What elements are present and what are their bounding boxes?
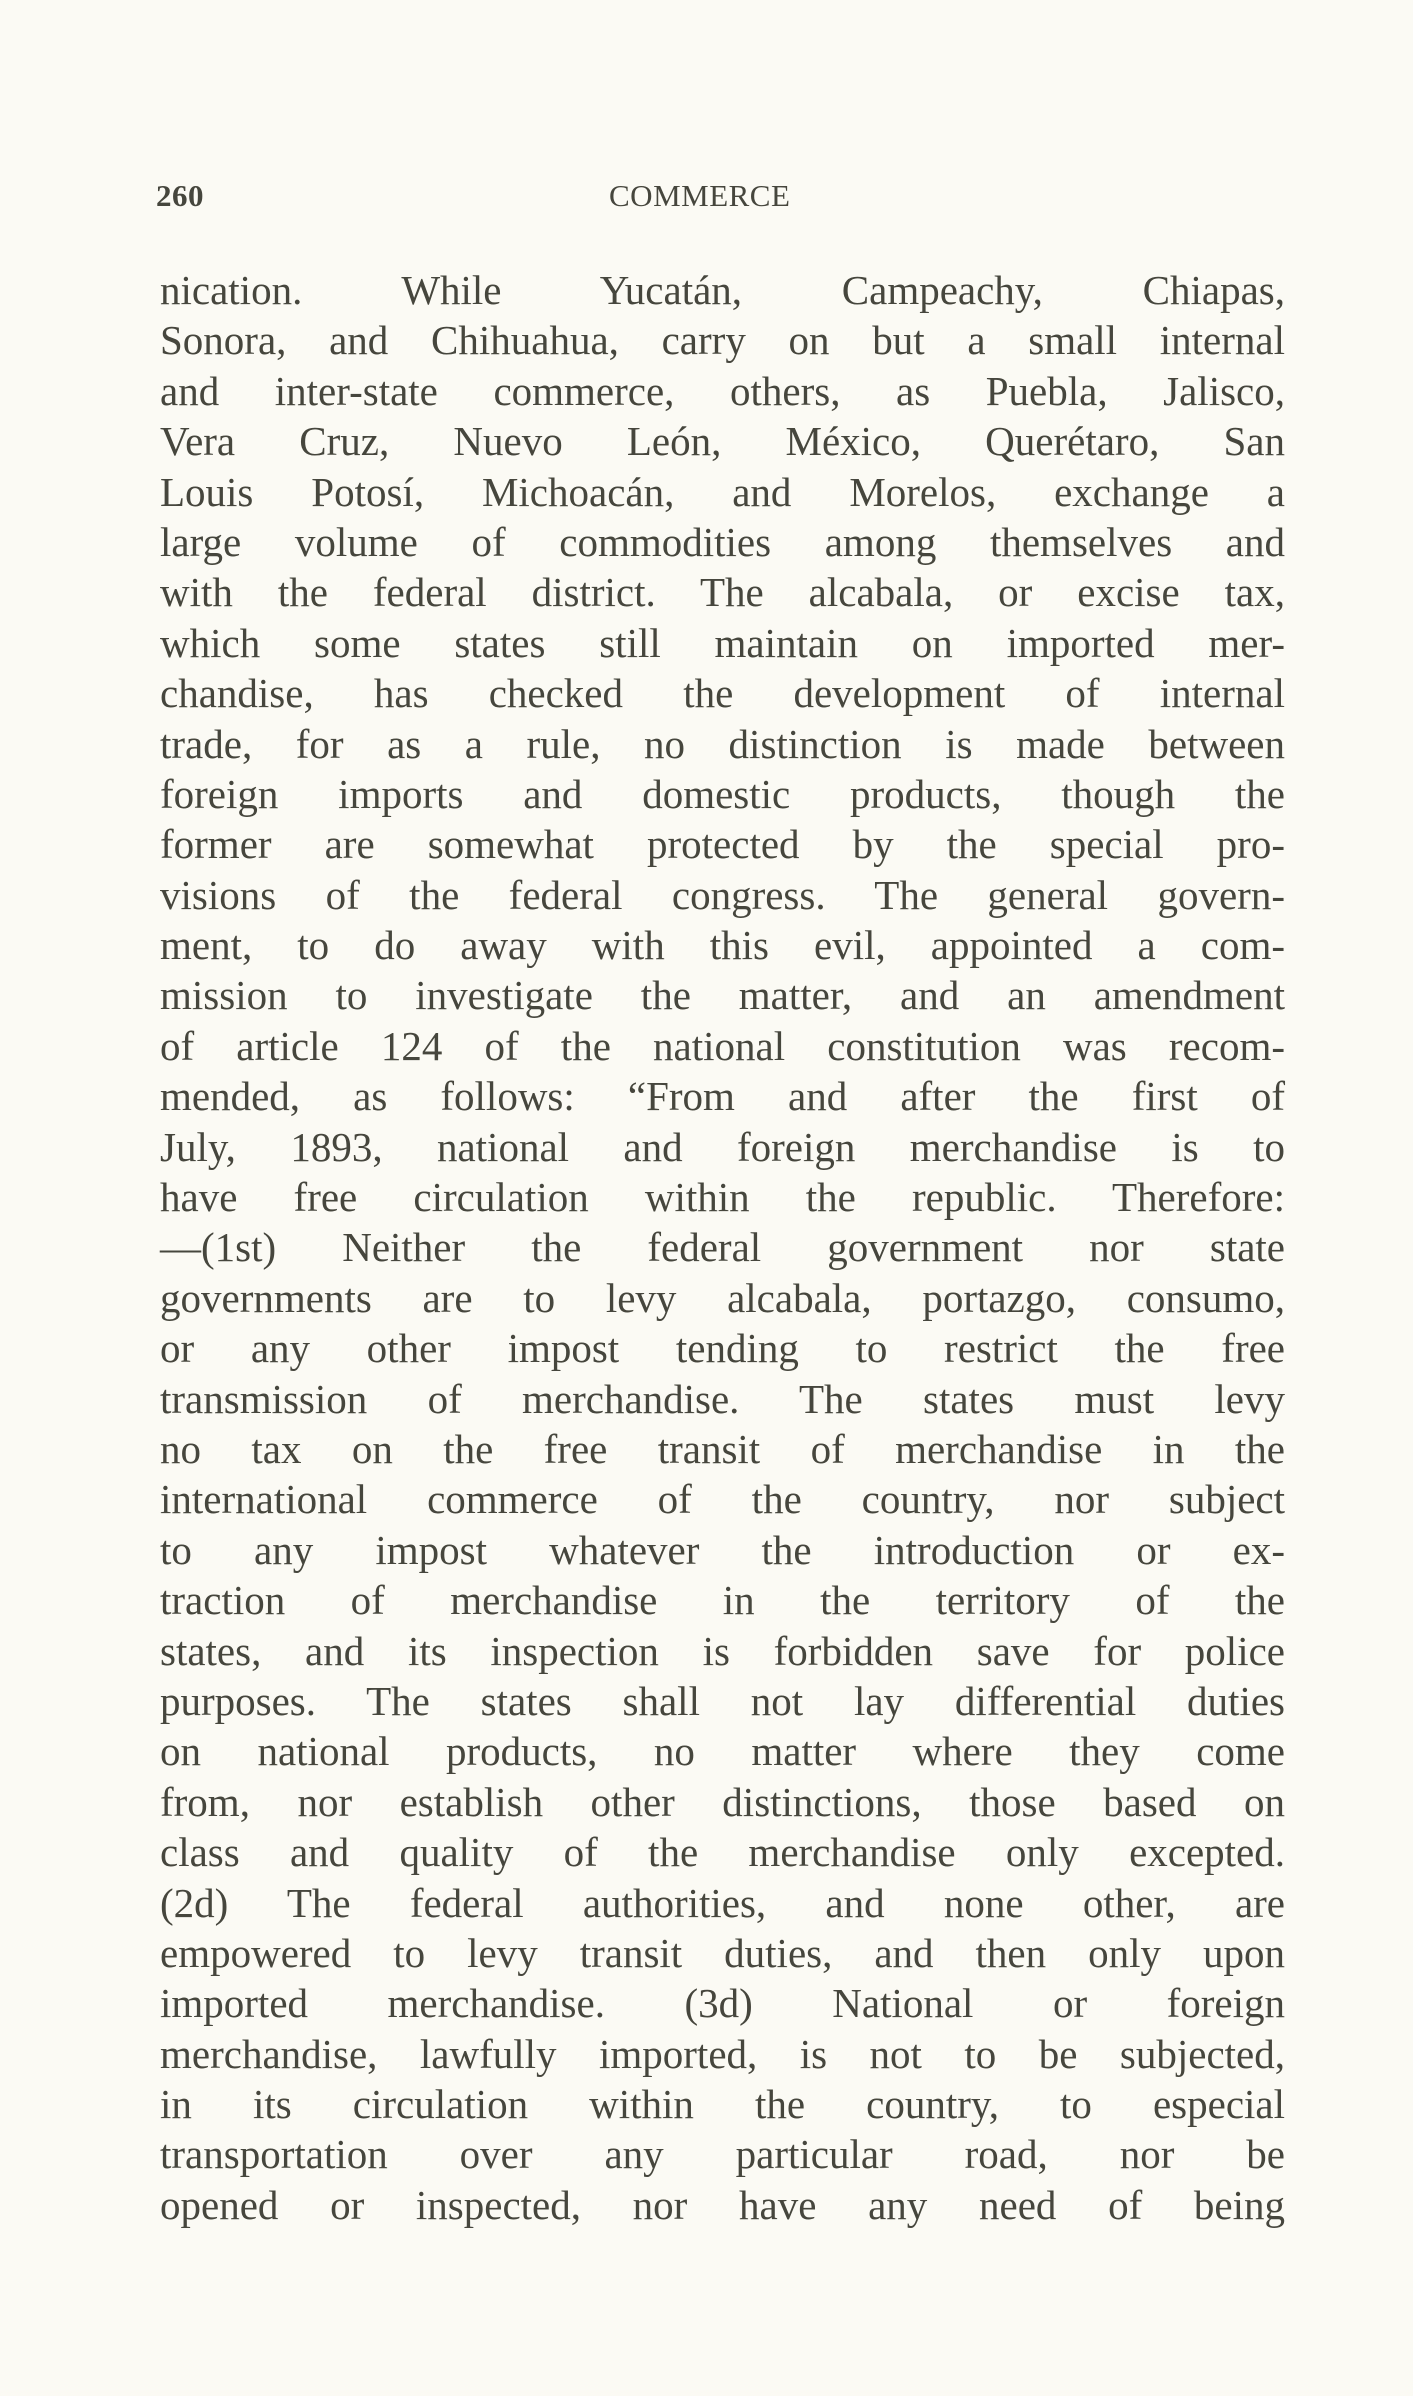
- text-line: purposes. The states shall not lay differential duties: [160, 1677, 1285, 1724]
- text-line: no tax on the free transit of merchandise in the: [160, 1425, 1285, 1472]
- text-line: from, nor establish other distinctions, those based on: [160, 1778, 1285, 1825]
- text-line: mission to investigate the matter, and an amendment: [160, 972, 1285, 1019]
- text-line: on national products, no matter where they come: [160, 1728, 1285, 1775]
- text-line: of article 124 of the national constitution was recom-: [160, 1022, 1285, 1069]
- text-line: empowered to levy transit duties, and then only upon: [160, 1929, 1285, 1976]
- text-line: have free circulation within the republic. Therefore:: [160, 1174, 1285, 1221]
- text-line: with the federal district. The alcabala, or excise tax,: [160, 569, 1285, 616]
- body-text: [160, 265, 1285, 2230]
- text-line: ment, to do away with this evil, appointed a com-: [160, 922, 1285, 969]
- page-number: 260: [156, 178, 204, 213]
- text-line: nication. While Yucatán, Campeachy, Chiapas,: [160, 267, 1285, 313]
- text-line: states, and its inspection is forbidden save for police: [160, 1627, 1285, 1674]
- running-title: COMMERCE: [609, 178, 791, 213]
- text-line: transportation over any particular road, nor be: [160, 2131, 1285, 2178]
- text-line: imported merchandise. (3d) National or foreign: [160, 1980, 1285, 2027]
- text-line: —(1st) Neither the federal government nor state: [160, 1224, 1285, 1271]
- text-line: large volume of commodities among themselves and: [160, 518, 1285, 565]
- text-line: Sonora, and Chihuahua, carry on but a small internal: [160, 317, 1285, 364]
- text-line: foreign imports and domestic products, though the: [160, 770, 1285, 817]
- text-line: opened or inspected, nor have any need of being: [160, 2181, 1285, 2228]
- text-line: class and quality of the merchandise only excepted.: [160, 1829, 1285, 1876]
- text-line: chandise, has checked the development of internal: [160, 670, 1285, 717]
- text-line: international commerce of the country, nor subject: [160, 1476, 1285, 1523]
- text-line: (2d) The federal authorities, and none other, are: [160, 1879, 1285, 1926]
- text-line: transmission of merchandise. The states must levy: [160, 1375, 1285, 1422]
- text-line: July, 1893, national and foreign merchandise is to: [160, 1123, 1285, 1170]
- text-line: merchandise, lawfully imported, is not to be subjected,: [160, 2030, 1285, 2077]
- text-line: governments are to levy alcabala, portazgo, consumo,: [160, 1274, 1285, 1321]
- text-line: former are somewhat protected by the special pro-: [160, 821, 1285, 868]
- text-line: or any other impost tending to restrict the free: [160, 1325, 1285, 1372]
- text-line: traction of merchandise in the territory of the: [160, 1577, 1285, 1624]
- text-line: visions of the federal congress. The general govern-: [160, 871, 1285, 918]
- text-line: to any impost whatever the introduction or ex-: [160, 1526, 1285, 1573]
- text-line: in its circulation within the country, to especial: [160, 2081, 1285, 2128]
- text-line: mended, as follows: “From and after the first of: [160, 1073, 1285, 1120]
- text-line: Vera Cruz, Nuevo León, México, Querétaro, San: [160, 418, 1285, 465]
- text-line: and inter-state commerce, others, as Puebla, Jalisco,: [160, 367, 1285, 414]
- text-line: trade, for as a rule, no distinction is made between: [160, 720, 1285, 767]
- text-line: which some states still maintain on imported mer-: [160, 619, 1285, 666]
- text-line: Louis Potosí, Michoacán, and Morelos, exchange a: [160, 468, 1285, 515]
